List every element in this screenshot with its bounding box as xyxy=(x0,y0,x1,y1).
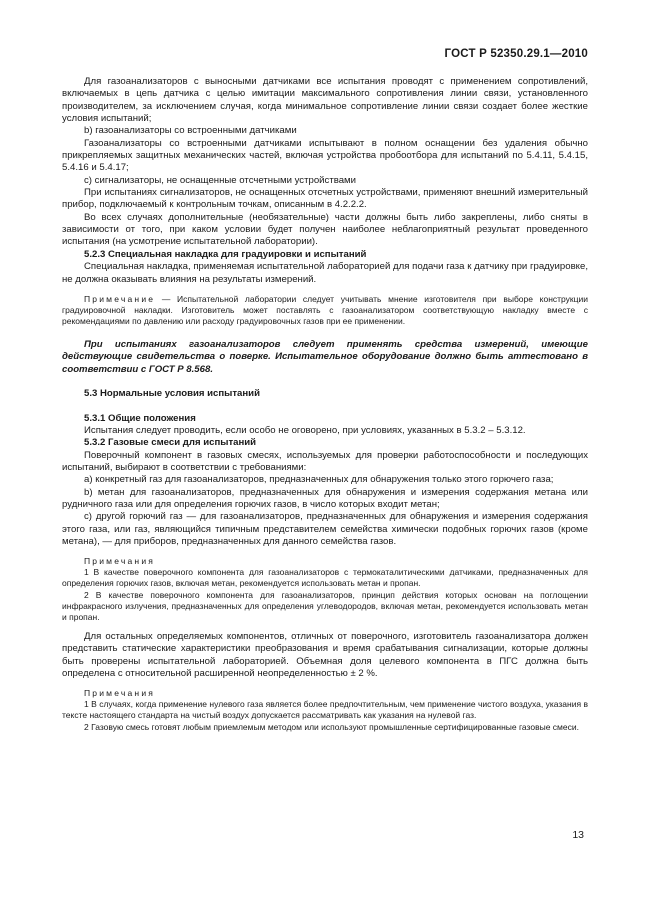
list-item-c: c) другой горючий газ — для газоанализаторов, предназначенных для обнаружения и измерения содержания этого газа, или газ, являющийся типичным представителем семейства химически подобных горючих газов (кроме метана), — для приборов, предназначенных для данного семейства газов. xyxy=(62,511,588,547)
notes-label-1: Примечания xyxy=(84,556,156,567)
paragraph-calibration-cap: Специальная накладка, применяемая испытательной лабораторией для подачи газа к датчику при градуировке, не должна оказывать влияния на результаты измерений. xyxy=(62,261,588,285)
section-heading-5-2-3: 5.2.3 Специальная накладка для градуировки и испытаний xyxy=(84,248,367,260)
paragraph-optional-parts: Во всех случаях дополнительные (необязательные) части должны быть либо закреплены, либо сняты в зависимости от того, при каком условии будет получен наиболее неблагоприятный результат проведенного испытания (на усмотрение испытательной лаборатории). xyxy=(62,211,588,248)
list-item-c-heading: c) сигнализаторы, не оснащенные отсчетными устройствами xyxy=(84,174,356,186)
paragraph-built-in-sensors: Газоанализаторы со встроенными датчиками испытывают в полном оснащении без удаления обычно прикрепляемых защитных механических частей, включая устройства пробоотбора для испытаний по 5.4.11, 5.4.15, 5.4.16 и 5.4.17; xyxy=(62,137,588,174)
section-heading-5-3-1: 5.3.1 Общие положения xyxy=(84,412,196,424)
page-number: 13 xyxy=(572,829,584,841)
list-item-b-heading: b) газоанализаторы со встроенными датчиками xyxy=(84,125,297,137)
paragraph-verification-component: Поверочный компонент в газовых смесях, используемых для проверки работоспособности и последующих испытаний, выбирают в соответствии с требованиями: xyxy=(62,449,588,473)
paragraph-alarm-devices: При испытаниях сигнализаторов, не оснащенных отсчетных устройствами, применяют внешний измерительный прибор, подключаемый к контрольным точкам, описанным в 4.2.2.2. xyxy=(62,187,588,211)
paragraph-other-components: Для остальных определяемых компонентов, отличных от поверочного, изготовитель газоанализатора должен представить статические характеристики преобразования и время срабатывания сигнализации, которые должны быть проверены испытательной лабораторией. Объемная доля целевого компонента в ПГС должна быть определена с относительной расширенной неопределенностью ± 2 %. xyxy=(62,630,588,679)
note-item-zero-gas: 1 В случаях, когда применение нулевого газа является более предпочтительным, чем применение чистого воздуха, указания в тексте настоящего стандарта на чистый воздух допускается рассматривать как указания на нулевой газ. xyxy=(62,699,588,721)
list-item-a: a) конкретный газ для газоанализаторов, предназначенных для обнаружения только этого горючего газа; xyxy=(84,474,554,486)
section-heading-5-3: 5.3 Нормальные условия испытаний xyxy=(84,388,260,400)
notes-label-2: Примечания xyxy=(84,688,156,699)
list-item-b: b) метан для газоанализаторов, предназначенных для обнаружения и измерения содержания метана или рудничного газа или для определения горючих газов, в число которых входит метан; xyxy=(62,486,588,510)
document-body xyxy=(62,76,588,733)
note-label: Примечание xyxy=(84,293,156,304)
note-item-1: 1 В качестве поверочного компонента для газоанализаторов с термокаталитическими датчиками, предназначенных для определения горючих газов, включая метан, рекомендуется использовать метан и пропан. xyxy=(62,567,588,589)
standard-header: ГОСТ Р 52350.29.1—2010 xyxy=(444,48,588,60)
section-heading-5-3-2: 5.3.2 Газовые смеси для испытаний xyxy=(84,437,257,449)
note-item-gas-mixture: 2 Газовую смесь готовят любым приемлемым методом или используют промышленные сертифицированные газовые смеси. xyxy=(84,721,579,732)
paragraph-measuring-instruments: При испытаниях газоанализаторов следует применять средства измерений, имеющие действующие свидетельства о поверке. Испытательное оборудование должно быть аттестовано в соответствии с ГОСТ Р 8.568. xyxy=(62,339,588,375)
paragraph-remote-sensors: Для газоанализаторов с выносными датчиками все испытания проводят с применением сопротивлений, включаемых в цепь датчика с целью имитации максимального сопротивления линии связи, установленного производителем, за исключением случая, когда минимальное сопротивление линии связи создает более жесткие условия испытаний; xyxy=(62,76,588,125)
paragraph-test-conditions: Испытания следует проводить, если особо не оговорено, при условиях, указанных в 5.3.2 – 5.3.12. xyxy=(84,424,526,436)
note-calibration-cap xyxy=(62,294,588,327)
note-item-2: 2 В качестве поверочного компонента для газоанализаторов, принцип действия которых основан на поглощении инфракрасного излучения, предназначенных для определения углеводородов, включая метан, рекомендуется использовать метан и пропан. xyxy=(62,589,588,622)
note-text: — Испытательной лаборатории следует учитывать мнение изготовителя при выборе конструкции градуировочной накладки. Изготовитель может поставлять с газоанализатором соответствующую накладку вместе с рекомендациями по давлению или расходу градуировочных газов при ее применении. xyxy=(62,293,588,327)
